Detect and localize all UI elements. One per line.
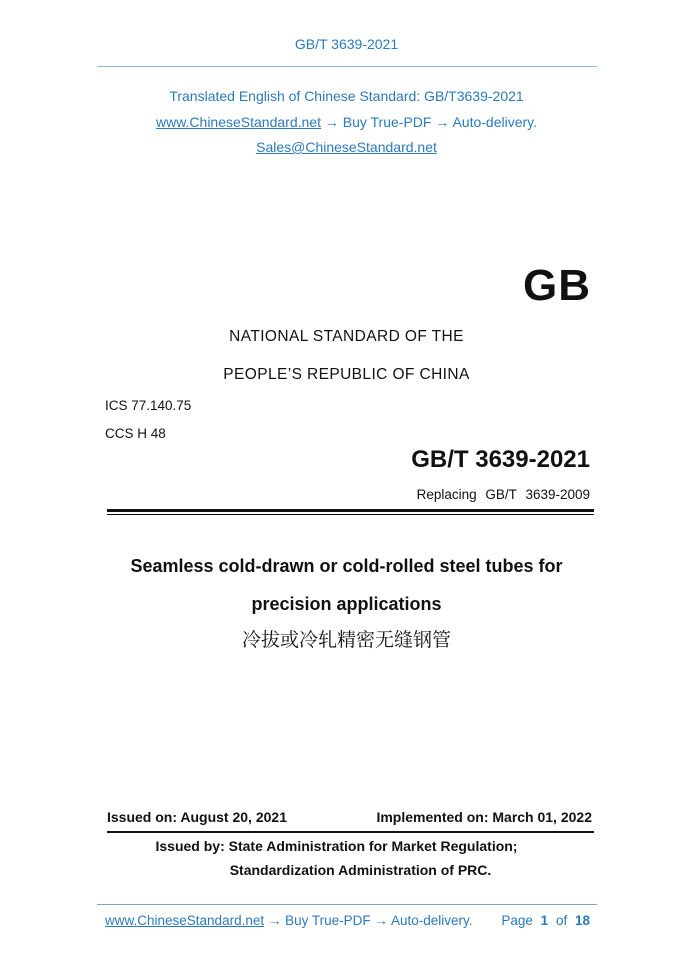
header-doc-code: GB/T 3639-2021	[294, 36, 399, 52]
of-label: of	[555, 913, 568, 928]
standard-code: GB/T 3639-2021	[411, 446, 590, 473]
standard-title-english-line2: precision applications	[251, 594, 442, 614]
footer-buy-line	[105, 913, 472, 928]
translated-standard-line: Translated English of Chinese Standard: GB/T3639-2021	[169, 88, 524, 104]
standard-title-chinese: 冷拔或冷轧精密无缝钢管	[241, 629, 451, 651]
sales-email-link[interactable]: Sales@ChineseStandard.net	[256, 139, 437, 155]
issued-on-date: Issued on: August 20, 2021	[107, 809, 287, 825]
buy-truepdf-label: Buy True-PDF	[342, 114, 432, 130]
arrow-icon: →	[324, 114, 339, 130]
masthead-thick-rule	[107, 509, 594, 515]
ccs-code: CCS H 48	[105, 426, 166, 441]
implemented-on-date: Implemented on: March 01, 2022	[376, 809, 592, 825]
issued-by-line2: Standardization Administration of PRC.	[229, 862, 492, 878]
header-divider	[97, 66, 597, 67]
header-buy-line	[0, 114, 693, 130]
page-current: 1	[540, 913, 549, 928]
arrow-icon: →	[435, 114, 450, 130]
issuance-dates-row	[107, 809, 592, 825]
gb-logo: GB	[523, 261, 591, 310]
issuance-divider	[107, 831, 594, 833]
standard-title-english-line1: Seamless cold-drawn or cold-rolled steel tubes for	[130, 556, 563, 576]
issued-by-line1: Issued by: State Administration for Market Regulation;	[155, 838, 518, 854]
footer-divider	[97, 904, 597, 905]
arrow-icon: →	[374, 913, 388, 928]
header-email-line	[0, 139, 693, 155]
replacing-note: Replacing GB/T 3639-2009	[416, 487, 590, 502]
buy-truepdf-label: Buy True-PDF	[285, 913, 371, 928]
auto-delivery-label: Auto-delivery.	[390, 913, 473, 928]
page-total: 18	[574, 913, 590, 928]
chinesestandard-link[interactable]: www.ChineseStandard.net	[105, 913, 265, 928]
arrow-icon: →	[267, 913, 282, 928]
auto-delivery-label: Auto-delivery.	[452, 114, 538, 130]
page-label: Page	[501, 913, 533, 928]
ics-code: ICS 77.140.75	[105, 398, 192, 413]
national-standard-line2: PEOPLE’S REPUBLIC OF CHINA	[223, 366, 470, 383]
national-standard-line1: NATIONAL STANDARD OF THE	[229, 328, 464, 345]
chinesestandard-link[interactable]: www.ChineseStandard.net	[155, 114, 321, 130]
page-indicator	[497, 913, 590, 928]
page-footer	[105, 913, 590, 928]
